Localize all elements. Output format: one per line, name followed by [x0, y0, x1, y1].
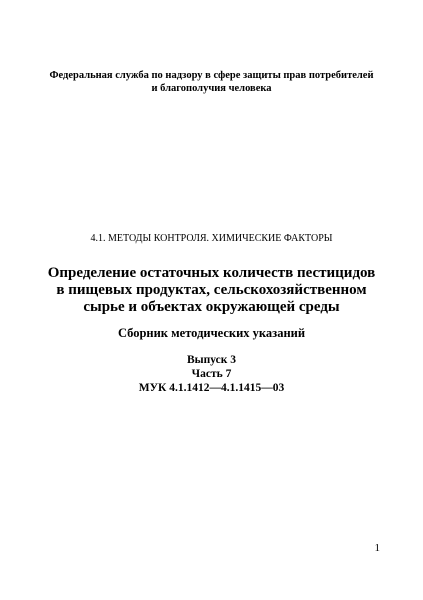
issue-code: МУК 4.1.1412—4.1.1415—03: [138, 382, 285, 394]
issue-info: [0, 353, 423, 395]
page-number: 1: [374, 542, 380, 554]
document-subtitle: Сборник методических указаний: [117, 326, 306, 340]
issue-volume: Выпуск 3: [186, 354, 237, 366]
title-line-2: в пищевых продуктах, сельскохозяйственном: [56, 282, 367, 298]
agency-line-2: и благополучия человека: [151, 83, 272, 94]
agency-header: [0, 69, 423, 95]
title-line-3: сырье и объектах окружающей среды: [83, 299, 340, 315]
agency-line-1: Федеральная служба по надзору в сфере защиты прав потребителей: [49, 70, 374, 81]
issue-part: Часть 7: [191, 368, 232, 380]
title-line-1: Определение остаточных количеств пестицидов: [47, 265, 376, 281]
document-title: [0, 265, 423, 316]
section-category: 4.1. МЕТОДЫ КОНТРОЛЯ. ХИМИЧЕСКИЕ ФАКТОРЫ: [90, 233, 333, 244]
